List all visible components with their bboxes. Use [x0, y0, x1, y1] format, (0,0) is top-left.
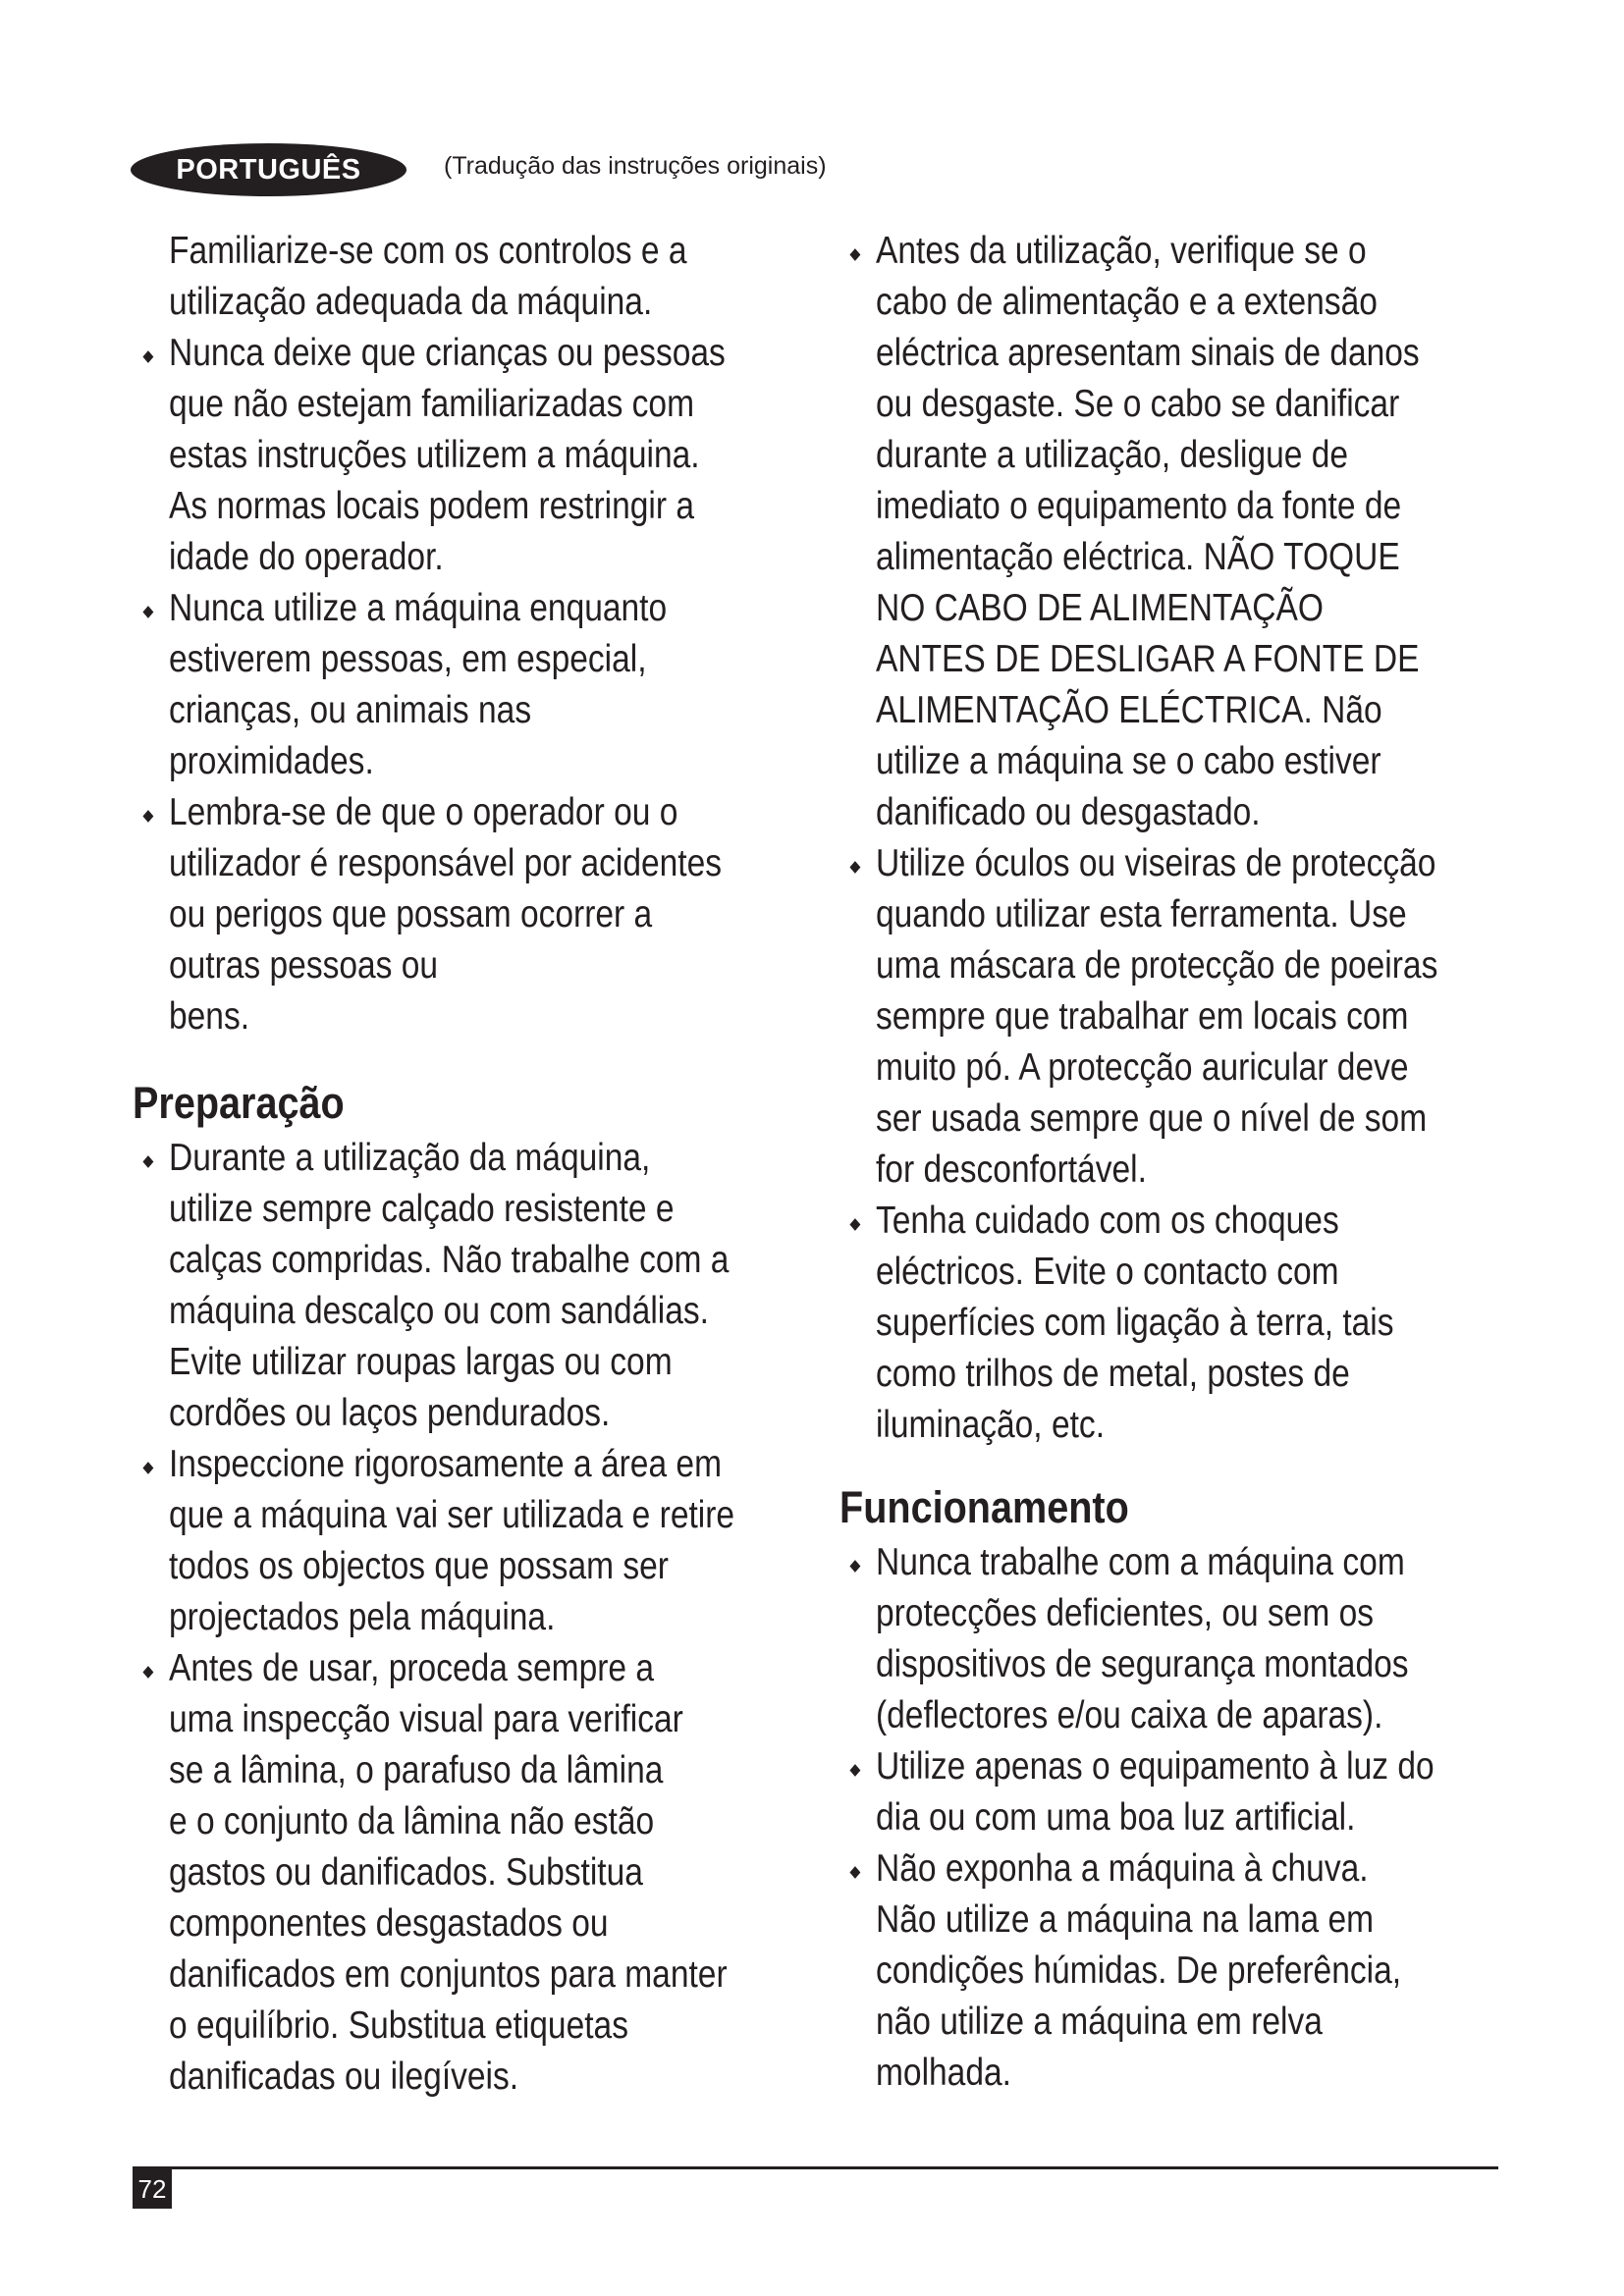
intro-paragraph: Familiarize-se com os controlos e a utilização adequada da máquina.	[168, 230, 687, 323]
left-column	[133, 226, 800, 2103]
list-item-text: Durante a utilização da máquina, utilize sempre calçado resistente e calças compridas. Não trabalhe com a máquina descalço ou com sandálias. Evite utilizar roupas largas ou com cordões ou laços pendurados.	[168, 1137, 730, 1434]
page-number: 72	[133, 2169, 172, 2209]
list-item	[839, 1741, 1551, 1843]
list-item-text: Lembra-se de que o operador ou o utilizador é responsável por acidentes ou perigos que possam ocorrer a outras pessoas ou bens.	[168, 791, 723, 1038]
list-item	[133, 1439, 844, 1643]
list-item	[839, 1843, 1551, 2099]
list-item-text: Utilize apenas o equipamento à luz do dia ou com uma boa luz artificial.	[875, 1745, 1435, 1839]
bullet-diamond-icon	[142, 606, 153, 618]
list-item-text: Antes de usar, proceda sempre a uma inspecção visual para verificar se a lâmina, o parafuso da lâmina e o conjunto da lâmina não estão gastos ou danificados. Substitua componentes desgastados ou danificados em conjuntos para manter o equilíbrio. Substitua etiquetas danificadas ou ilegíveis.	[168, 1647, 728, 2098]
bullet-diamond-icon	[849, 248, 860, 261]
bullet-diamond-icon	[849, 861, 860, 874]
list-item	[133, 787, 844, 1042]
bullet-diamond-icon	[142, 350, 153, 363]
bullet-diamond-icon	[849, 1866, 860, 1879]
bullet-diamond-icon	[142, 810, 153, 823]
list-item	[133, 1643, 844, 2103]
bullet-diamond-icon	[849, 1218, 860, 1231]
list-item	[133, 328, 844, 583]
bullet-diamond-icon	[142, 1155, 153, 1168]
list-item-text: Nunca trabalhe com a máquina com protecções deficientes, ou sem os dispositivos de segurança montados (deflectores e/ou caixa de aparas).	[875, 1541, 1409, 1736]
language-badge: PORTUGUÊS	[131, 143, 406, 196]
translation-note: (Tradução das instruções originais)	[444, 152, 827, 180]
bullet-diamond-icon	[142, 1666, 153, 1679]
bullet-diamond-icon	[849, 1764, 860, 1777]
section-heading-preparacao: Preparação	[133, 1078, 345, 1128]
footer-divider	[133, 2166, 1498, 2169]
list-item-text: Não exponha a máquina à chuva. Não utilize a máquina na lama em condições húmidas. De preferência, não utilize a máquina em relva molhada.	[875, 1847, 1402, 2094]
section-heading-funcionamento: Funcionamento	[839, 1482, 1129, 1532]
list-item-text: Utilize óculos ou viseiras de protecção quando utilizar esta ferramenta. Use uma máscara de protecção de poeiras sempre que trabalhar em locais com muito pó. A protecção auricular deve ser usada sempre que o nível de som for desconfortável.	[875, 842, 1438, 1191]
list-item-text: Antes da utilização, verifique se o cabo de alimentação e a extensão eléctrica apresentam sinais de danos ou desgaste. Se o cabo se danificar durante a utilização, desligue de imediato o equipamento da fonte de alimentação eléctrica. NÃO TOQUE NO CABO DE ALIMENTAÇÃO ANTES DE DESLIGAR A FONTE DE ALIMENTAÇÃO ELÉCTRICA. Não utilize a máquina se o cabo estiver danificado ou desgastado.	[875, 230, 1420, 833]
list-item	[839, 838, 1551, 1196]
list-item	[839, 1196, 1551, 1451]
list-item-text: Tenha cuidado com os choques eléctricos. Evite o contacto com superfícies com ligação à terra, tais como trilhos de metal, postes de iluminação, etc.	[875, 1200, 1394, 1446]
bullet-diamond-icon	[142, 1462, 153, 1474]
list-item-text: Nunca utilize a máquina enquanto estiverem pessoas, em especial, crianças, ou animais nas proximidades.	[168, 587, 668, 782]
list-item	[133, 1133, 844, 1439]
right-column	[839, 226, 1507, 2099]
list-item	[133, 583, 844, 787]
list-item-text: Inspeccione rigorosamente a área em que a máquina vai ser utilizada e retire todos os objectos que possam ser projectados pela máquina.	[168, 1443, 735, 1638]
list-item	[839, 1537, 1551, 1741]
list-item-text: Nunca deixe que crianças ou pessoas que não estejam familiarizadas com estas instruções utilizem a máquina. As normas locais podem restringir a idade do operador.	[168, 332, 726, 578]
bullet-diamond-icon	[849, 1560, 860, 1573]
list-item	[839, 226, 1551, 838]
